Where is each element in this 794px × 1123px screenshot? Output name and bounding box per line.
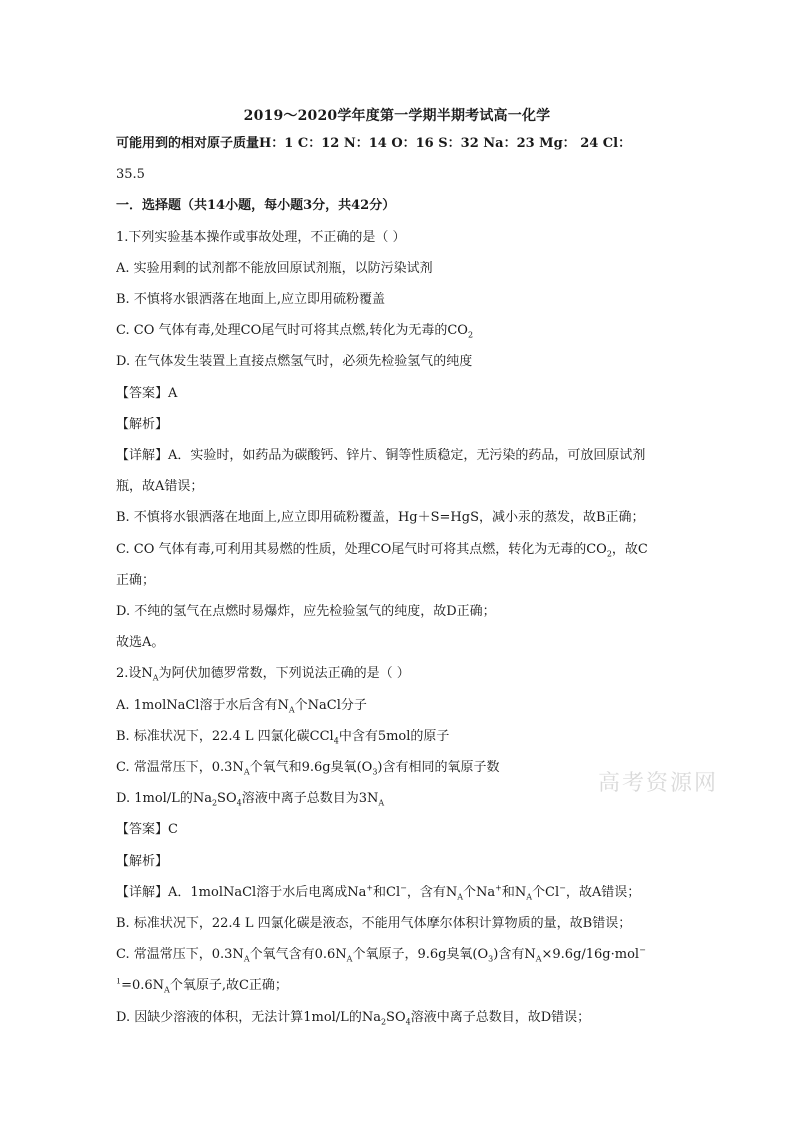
q2-option-b: B. 标准状况下，22.4 L 四氯化碳CCl$_4$中含有5mol的原子 (116, 729, 450, 745)
q2-detail: 【详解】A．1molNaCl溶于水后电离成Na+和Cl−，含有$N_A$个Na+和$N_A$个Cl−，故A错误； (116, 885, 641, 901)
q1-detail: 【详解】A．实验时，如药品为碳酸钙、锌片、铜等性质稳定，无污染的药品，可放回原试剂 (116, 448, 646, 463)
q2-stem: 2.设$N_A$为阿伏加德罗常数，下列说法正确的是（ ） (116, 666, 410, 682)
q2-option-c: C. 常温常压下，$0.3N_A$个氧气和9.6g臭氧$(O_3)$含有相同的氧原子数 (116, 760, 500, 776)
q2-answer: 【答案】C (116, 822, 178, 837)
q1-conclusion: 故选A。 (116, 635, 165, 650)
q2-detail: C. 常温常压下，$0.3N_A$个氧气含有$0.6N_A$个氧原子，9.6g臭氧$(O_3)$含有$N_A\times 9.6g/16g\cdot mol^-$ (116, 947, 646, 963)
q1-detail: B. 不慎将水银洒落在地面上,应立即用硫粉覆盖，Hg＋S=HgS，减小汞的蒸发，故B正确； (116, 510, 645, 525)
q2-option-d: D. 1mol/L的$Na_2SO_4$溶液中离子总数目为$3N_A$ (116, 791, 385, 807)
q2-detail: $^1=0.6N_A$个氧原子,故C正确； (116, 978, 288, 994)
atomic-mass-line-cont: 35.5 (116, 167, 145, 182)
q1-answer: 【答案】A (116, 386, 178, 401)
q1-detail: 瓶，故A错误； (116, 479, 204, 494)
q1-analysis-label: 【解析】 (116, 417, 169, 432)
atomic-mass-line: 可能用到的相对原子质量H：1 C：12 N：14 O：16 S：32 Na：23 Mg： 24 Cl： (116, 136, 632, 151)
section-heading: 一．选择题（共14小题，每小题3分，共42分） (116, 198, 396, 213)
q1-stem: 1.下列实验基本操作或事故处理，不正确的是（ ） (116, 230, 406, 245)
q2-detail: B. 标准状况下，22.4 L 四氯化碳是液态，不能用气体摩尔体积计算物质的量，故B错误； (116, 916, 632, 931)
q1-detail: 正确； (116, 573, 156, 588)
q1-detail: C. CO 气体有毒,可利用其易燃的性质，处理CO尾气时可将其点燃，转化为无毒的$CO_2$，故C (116, 542, 648, 558)
watermark: 高考资源网 (598, 771, 719, 796)
q1-option-c: C. CO 气体有毒,处理CO尾气时可将其点燃,转化为无毒的$CO_2$ (116, 323, 474, 339)
q2-analysis-label: 【解析】 (116, 854, 169, 869)
q2-option-a: A. 1molNaCl溶于水后含有$N_A$个NaCl分子 (116, 698, 367, 714)
q1-option-a: A. 实验用剩的试剂都不能放回原试剂瓶，以防污染试剂 (116, 261, 433, 276)
q1-option-b: B. 不慎将水银洒落在地面上,应立即用硫粉覆盖 (116, 292, 385, 307)
q2-detail: D. 因缺少溶液的体积，无法计算1mol/L的$Na_2SO_4$溶液中离子总数目，故D错误； (116, 1010, 591, 1026)
q1-option-d: D. 在气体发生装置上直接点燃氢气时，必须先检验氢气的纯度 (116, 354, 473, 369)
page-title: 2019～2020学年度第一学期半期考试高一化学 (243, 108, 551, 124)
q1-detail: D. 不纯的氢气在点燃时易爆炸，应先检验氢气的纯度，故D正确； (116, 604, 496, 619)
